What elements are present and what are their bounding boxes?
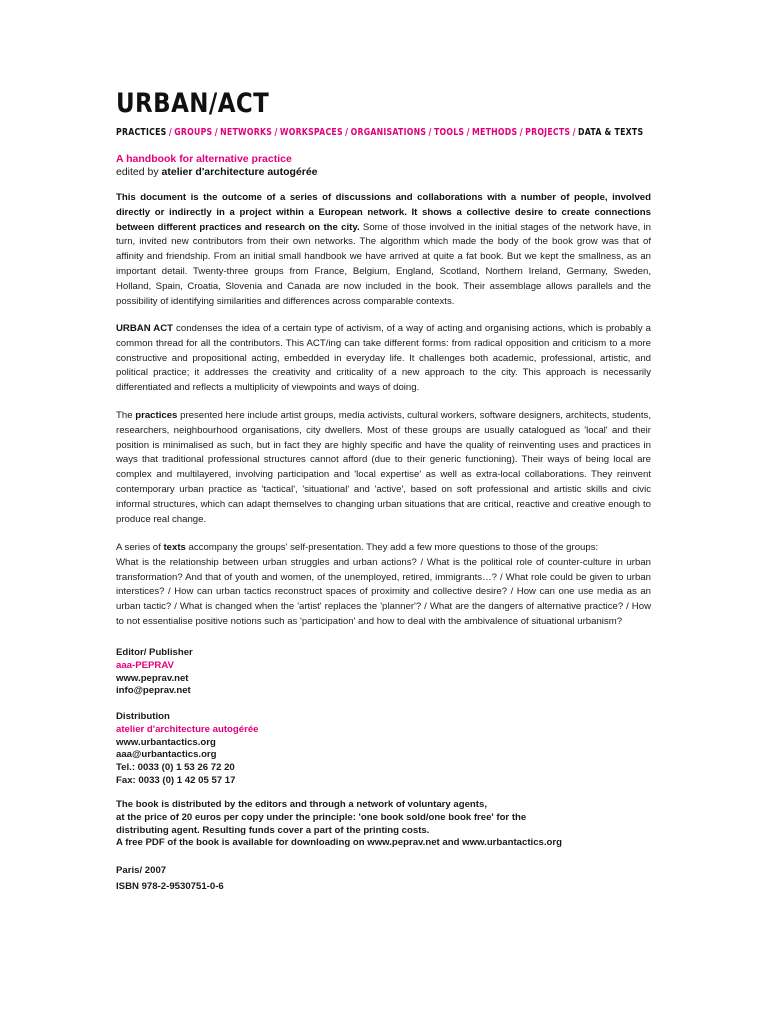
place-year: Paris/ 2007 xyxy=(116,865,167,876)
nav-separator: / xyxy=(519,127,523,138)
isbn: ISBN 978-2-9530751-0-6 xyxy=(116,881,224,892)
distribution-tel: Tel.: 0033 (0) 1 53 26 72 20 xyxy=(116,762,235,774)
handbook-subtitle xyxy=(116,153,292,165)
nav-separator: / xyxy=(572,127,576,138)
practices-term: practices xyxy=(135,410,178,421)
intro-rest: Some of those involved in the initial stages of the network have, in turn, invited new contributors from their own networks. The algorithm which made the body of the book grow was that of affinity and friendship. From an initial small handbook we have arrived at quite a fat book. But we kept the smallness, as an important detail. Twenty-three groups from France, Belgium, England, Scotland, Northern Ireland, Germany, Sweden, Holland, Spain, Croatia, Slovenia and Canada are now included in the book. Their assemblage allows parallels and the possibility of identifying similarities and differences across comparable contexts. xyxy=(116,221,651,307)
distribution-block xyxy=(116,711,259,788)
texts-paragraph xyxy=(116,541,651,630)
texts-pre: A series of xyxy=(116,542,164,553)
nav-item-methods[interactable]: METHODS xyxy=(472,127,518,138)
urban-act-term: URBAN ACT xyxy=(116,323,174,334)
distribution-web-link[interactable]: www.urbantactics.org xyxy=(116,736,216,748)
urban-act-paragraph xyxy=(116,322,651,396)
texts-rest: accompany the groups' self-presentation. They add a few more questions to those of the groups: xyxy=(185,542,599,553)
nav-separator: / xyxy=(274,127,278,138)
intro-bold: This document is the outcome of a series of discussions and collaborations with a number of people, involved directly or indirectly in a project within a European network. It shows a collective desire to create connections between different practices and research on the city. xyxy=(116,192,651,233)
distribution-notes xyxy=(116,799,562,850)
publisher-email-link[interactable]: info@peprav.net xyxy=(116,685,191,697)
colophon xyxy=(116,863,224,895)
nav-item-projects[interactable]: PROJECTS xyxy=(525,127,571,138)
nav-item-workspaces[interactable]: WORKSPACES xyxy=(279,127,343,138)
urban-act-rest: condenses the idea of a certain type of activism, of a way of acting and organising actions, which is probably a common thread for all the contributors. This ACT/ing can take different forms: from radical opposition and criticism to a more constructive and propositional acting, embedded in everyday life. It challenges both academic, professional, artistic, and political practice; it addresses the creativity and criticality of a new approach to the city. This approach is necessarily differentiated and reflects a multiplicity of viewpoints and ways of doing. xyxy=(116,323,651,394)
intro-paragraph xyxy=(116,191,651,309)
edited-by-line xyxy=(116,166,318,178)
note-line: distributing agent. Resulting funds cover a part of the printing costs. xyxy=(116,824,430,836)
distribution-name: atelier d'architecture autogérée xyxy=(116,723,259,735)
practices-rest: presented here include artist groups, media activists, cultural workers, software designers, architects, students, researchers, neighbourhood organisations, city dwellers. Most of these groups are usually catalogued as 'local' and their position is minimalised as such, but in fact they are highly specific and have the quality of reinventing uses and practices in ways that traditional professional structures cannot afford (due to their generic functioning). Their ways of being local are complex and multilayered, involving participation and 'local expertise' as well as extra-local collaborations. They reinvent contemporary urban practice as 'tactical', 'situational' and 'active', based on soft professional and artistic skills and civic informal structures, which can adapt themselves to changing urban situations that are critical, reactive and creative enough to produce real change. xyxy=(116,410,651,525)
nav-item-data-texts[interactable]: DATA & TEXTS xyxy=(578,127,644,138)
nav-item-practices[interactable]: PRACTICES xyxy=(116,127,167,138)
publisher-block xyxy=(116,647,193,698)
nav-item-organisations[interactable]: ORGANISATIONS xyxy=(350,127,427,138)
nav-separator: / xyxy=(214,127,218,138)
note-line: The book is distributed by the editors and through a network of voluntary agents, xyxy=(116,799,487,810)
note-line: at the price of 20 euros per copy under the principle: 'one book sold/one book free' for the xyxy=(116,811,527,823)
distribution-fax: Fax: 0033 (0) 1 42 05 57 17 xyxy=(116,774,236,786)
nav-item-tools[interactable]: TOOLS xyxy=(433,127,465,138)
nav-separator: / xyxy=(345,127,349,138)
nav-item-groups[interactable]: GROUPS xyxy=(174,127,213,138)
publisher-web-link[interactable]: www.peprav.net xyxy=(116,672,189,684)
section-nav xyxy=(116,127,643,138)
handbook-title: A handbook for alternative practice xyxy=(116,153,292,165)
nav-separator: / xyxy=(466,127,470,138)
note-line: A free PDF of the book is available for downloading on www.peprav.net and www.urbantactics.org xyxy=(116,837,562,849)
nav-separator: / xyxy=(428,127,432,138)
nav-separator: / xyxy=(168,127,172,138)
practices-pre: The xyxy=(116,410,136,421)
texts-term: texts xyxy=(163,542,186,553)
page-title: URBAN/ACT xyxy=(116,88,270,119)
edited-by-label: edited by xyxy=(116,166,159,178)
publisher-heading: Editor/ Publisher xyxy=(116,647,193,658)
publisher-name: aaa-PEPRAV xyxy=(116,659,174,671)
nav-item-networks[interactable]: NETWORKS xyxy=(220,127,273,138)
distribution-email-link[interactable]: aaa@urbantactics.org xyxy=(116,749,217,761)
texts-questions: What is the relationship between urban struggles and urban actions? / What is the political role of counter-culture in urban transformation? And that of youth and women, of the unemployed, retired, immigrants…? / What role could be given to urban interstices? / How can urban tactics reconstruct spaces of proximity and collective desire? / How can one use media as an urban tactic? / What is changed when the 'artist' replaces the 'planner'? / What are the dangers of alternative practice? / How to not essentialise positive notions such as 'participation' and how to deal with the ambivalence of situational urbanism? xyxy=(116,556,651,627)
distribution-heading: Distribution xyxy=(116,711,170,722)
practices-paragraph xyxy=(116,409,651,527)
editor-name: atelier d'architecture autogérée xyxy=(161,166,318,178)
